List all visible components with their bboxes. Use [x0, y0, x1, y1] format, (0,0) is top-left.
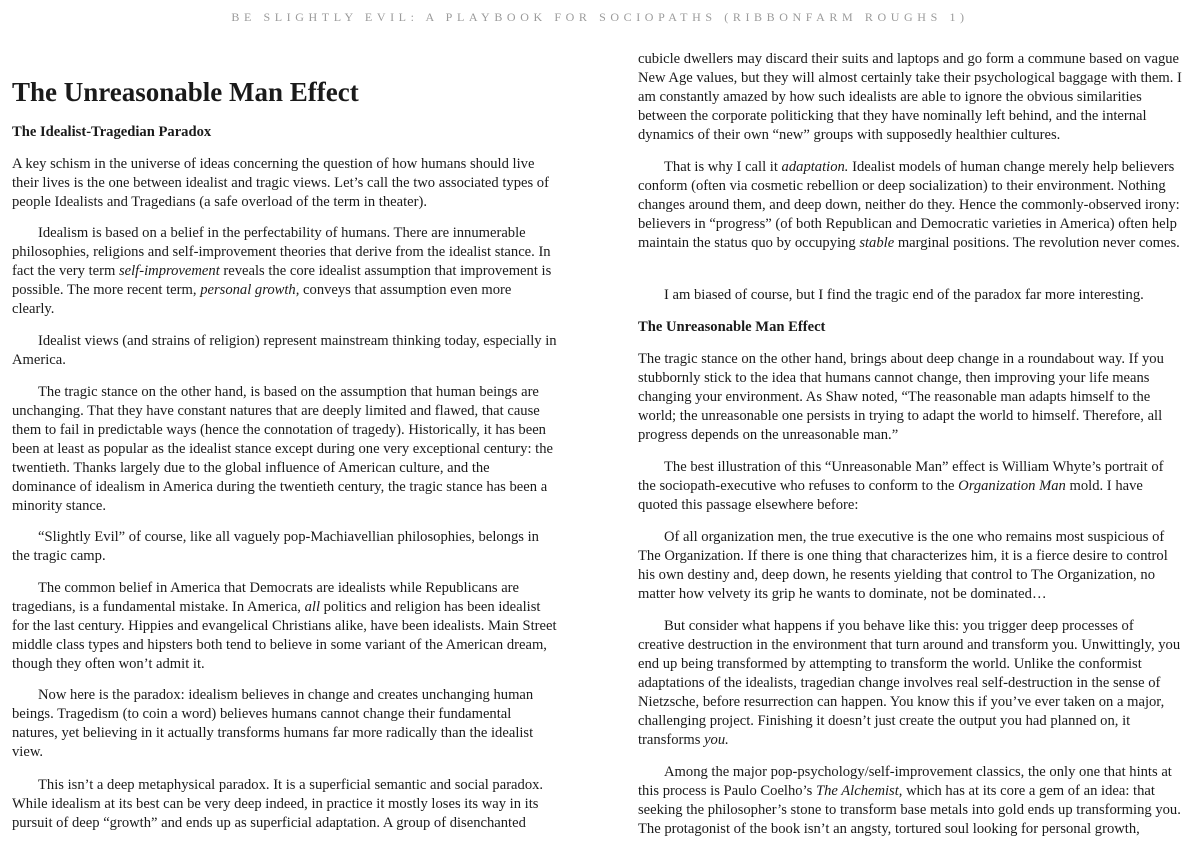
paragraph: “Slightly Evil” of course, like all vaguely pop-Machiavellian philosophies, belongs in the tragic camp.	[12, 529, 539, 564]
paragraph: The tragic stance on the other hand, is based on the assumption that human beings are unchanging. That they have constant natures that are deeply limited and flawed, that cause them to fail in predictable ways (hence the connotation of tragedy). Historically, it has been been at least as popular as the idealist stance except during one very exceptional century: the twentieth. Thanks largely due to the global influence of American culture, and the dominance of idealism in America during the twentieth century, the tragic stance has been a minority stance.	[12, 384, 553, 514]
text-run: conveys that assumption even more clearly.	[12, 282, 512, 317]
paragraph	[12, 579, 557, 674]
text-run: Among the major pop-psychology/self-improvement classics, the only one that hints at this process is Paulo Coelho’s	[638, 764, 1172, 799]
text-run: Idealist models of human change merely help believers conform (often via cosmetic rebellion or deep socialization) to their environment. Nothing changes around them, and deep down, neither do they. Hence the commonly-observed irony: believers in “progress” (of both Republican and Democratic varieties in America) often help maintain the status quo by occupying	[638, 159, 1180, 251]
text-run: That is why I call it	[664, 159, 782, 175]
paragraph	[638, 617, 1183, 750]
text-run: Idealism is based on a belief in the perfectability of humans. There are innumerable philosophies, religions and self-improvement theories that derive from the idealist stance. In fact the very term	[12, 225, 551, 279]
emphasis-text: Organization Man	[958, 478, 1066, 494]
paragraph: The tragic stance on the other hand, brings about deep change in a roundabout way. If you stubbornly stick to the idea that humans cannot change, then improving your life means changing your environment. As Shaw noted, “The reasonable man adapts himself to the world; the unreasonable one persists in trying to adapt the world to himself. Therefore, all progress depends on the unreasonable man.”	[638, 351, 1164, 443]
emphasis-text: personal growth,	[200, 282, 300, 298]
running-header: BE SLIGHTLY EVIL: A PLAYBOOK FOR SOCIOPATHS (RIBBONFARM ROUGHS 1)	[231, 10, 969, 24]
section-heading: The Idealist-Tragedian Paradox	[12, 124, 212, 140]
emphasis-text: you.	[704, 732, 729, 748]
text-run: reveals the core idealist assumption that improvement is possible. The more recent term,	[12, 263, 552, 298]
block-quote: Of all organization men, the true executive is the one who remains most suspicious of The Organization. If there is one thing that characterizes him, it is a fierce desire to control his own destiny and, deep down, he resents yielding that control to The Organization, no matter how velvety its grip he wants to dominate, not be dominated…	[638, 529, 1168, 602]
section-heading-unreasonable-man	[638, 318, 1183, 337]
paragraph	[638, 763, 1183, 839]
paragraph: cubicle dwellers may discard their suits and laptops and go form a commune based on vague New Age values, but they will almost certainly take their psychological baggage with them. I am constantly amazed by how such idealists are able to ignore the obvious similarities between the corporate politicking that they have nominally left behind, and the internal dynamics of their own “new” groups with supposedly healthier cultures.	[638, 51, 1182, 143]
paragraph: Idealist views (and strains of religion) represent mainstream thinking today, especially in America.	[12, 333, 557, 368]
emphasis-text: adaptation.	[781, 159, 849, 175]
paragraph: Now here is the paradox: idealism believes in change and creates unchanging human beings. Tragedism (to coin a word) believes humans cannot change their fundamental natures, yet believing in it actually transforms humans far more radically than the idealist view.	[12, 687, 534, 760]
text-run: politics and religion has been idealist for the last century. Hippies and evangelical Christians alike, have been idealists. Main Street middle class types and hipsters both tend to believe in some variant of the American dream, though they often won’t admit it.	[12, 599, 557, 672]
section-heading-idealist-tragedian	[12, 123, 557, 142]
text-run: which has at its core a gem of an idea: that seeking the philosopher’s stone to transform base metals into gold ends up transforming you. The protagonist of the book isn’t an angsty, tortured soul looking for personal growth,	[638, 783, 1181, 837]
text-run: marginal positions. The revolution never comes.	[894, 235, 1180, 251]
text-run: The best illustration of this “Unreasonable Man” effect is William Whyte’s portrait of the sociopath-executive who refuses to conform to the	[638, 459, 1164, 494]
section-heading: The Unreasonable Man Effect	[638, 319, 826, 335]
emphasis-text: stable	[859, 235, 895, 251]
emphasis-text: The Alchemist,	[815, 783, 903, 799]
chapter-title: The Unreasonable Man Effect	[12, 77, 359, 107]
paragraph: A key schism in the universe of ideas concerning the question of how humans should live their lives is the one between idealist and tragic views. Let’s call the two associated types of people Idealists and Tragedians (a safe overload of the term in theater).	[12, 156, 549, 210]
text-run: mold. I have quoted this passage elsewhere before:	[638, 478, 1143, 513]
text-run: But consider what happens if you behave like this: you trigger deep processes of creative destruction in the environment that turn around and transform you. Unwittingly, you end up being transformed by attempting to transform the world. Unlike the conformist adaptations of the idealists, tragedian change involves real self-destruction in the sense of Nietzsche, before resurrection can happen. You know this if you’ve ever taken on a major, challenging project. Finishing it doesn’t just create the output you had planned on, it transforms	[638, 618, 1181, 748]
paragraph	[12, 224, 557, 319]
emphasis-text: all	[304, 599, 320, 615]
paragraph	[638, 458, 1183, 515]
text-run: The common belief in America that Democrats are idealists while Republicans are tragedians, is a fundamental mistake. In America,	[12, 580, 520, 615]
paragraph: This isn’t a deep metaphysical paradox. It is a superficial semantic and social paradox. While idealism at its best can be very deep indeed, in practice it mostly loses its way in its pursuit of deep “growth” and ends up as superficial adaptation. A group of disenchanted	[12, 777, 544, 831]
emphasis-text: self-improvement	[118, 263, 220, 279]
paragraph: I am biased of course, but I find the tragic end of the paradox far more interesting.	[664, 287, 1144, 303]
paragraph	[638, 158, 1183, 253]
